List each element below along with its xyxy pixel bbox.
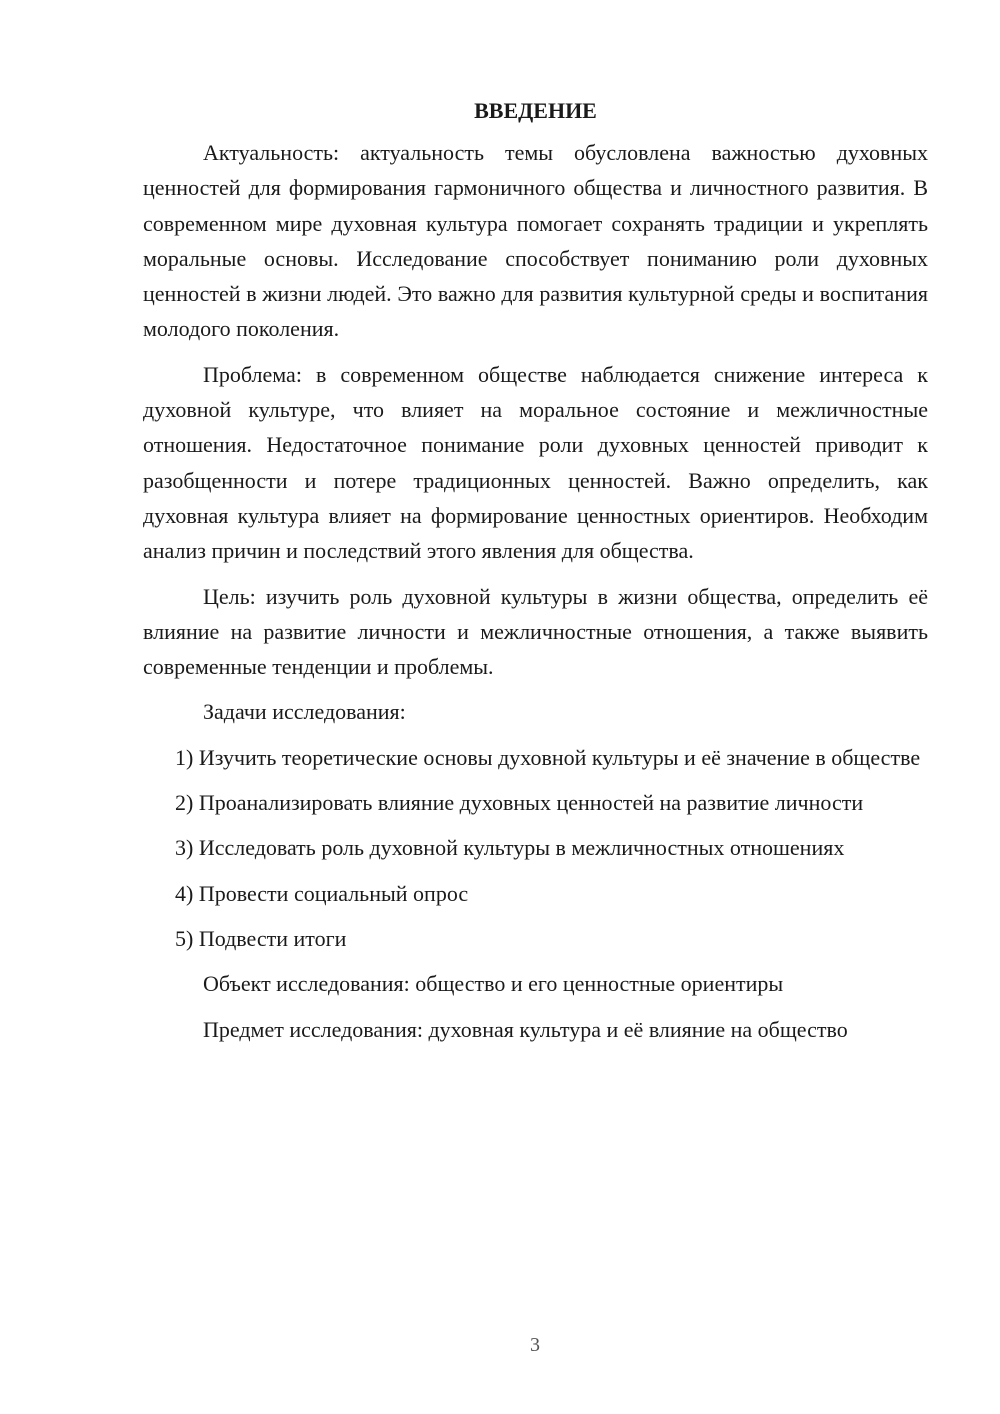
task-item-2: 2) Проанализировать влияние духовных ценностей на развитие личности — [175, 790, 864, 816]
paragraph-object: Объект исследования: общество и его ценностные ориентиры — [203, 971, 784, 997]
paragraph-relevance: Актуальность: актуальность темы обусловлена важностью духовных ценностей для формирования гармоничного общества и личностного развития. В современном мире духовная культура помогает сохранять традиции и укреплять моральные основы. Исследование способствует пониманию роли духовных ценностей в жизни людей. Это важно для развития культурной среды и воспитания молодого поколения. — [143, 140, 928, 342]
page-number: 3 — [530, 1334, 540, 1356]
paragraph-subject: Предмет исследования: духовная культура и её влияние на общество — [203, 1016, 848, 1042]
task-item-4: 4) Провести социальный опрос — [175, 880, 469, 906]
section-heading: ВВЕДЕНИЕ — [474, 98, 597, 123]
paragraph-problem: Проблема: в современном обществе наблюдается снижение интереса к духовной культуре, что влияет на моральное состояние и межличностные отношения. Недостаточное понимание роли духовных ценностей приводит к разобщенности и потере традиционных ценностей. Важно определить, как духовная культура влияет на формирование ценностных ориентиров. Необходим анализ причин и последствий этого явления для общества. — [143, 361, 928, 564]
tasks-title: Задачи исследования: — [203, 699, 406, 725]
task-item-1: 1) Изучить теоретические основы духовной культуры и её значение в обществе — [175, 744, 921, 770]
paragraph-goal: Цель: изучить роль духовной культуры в жизни общества, определить её влияние на развитие личности и межличностные отношения, а также выявить современные тенденции и проблемы. — [143, 583, 928, 680]
document-page — [143, 96, 928, 1057]
task-item-5: 5) Подвести итоги — [175, 925, 347, 951]
task-item-3: 3) Исследовать роль духовной культуры в межличностных отношениях — [175, 835, 845, 861]
